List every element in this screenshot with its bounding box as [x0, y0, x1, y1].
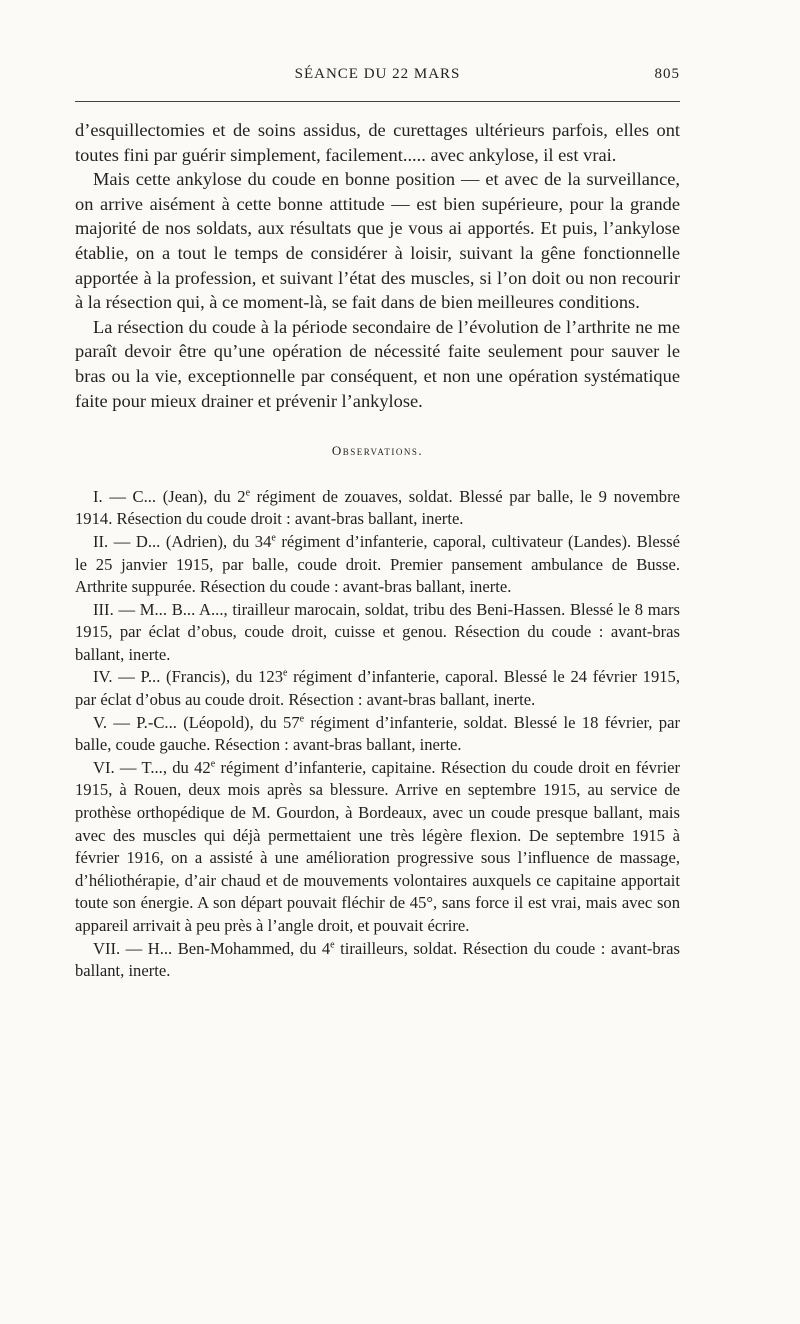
observation-item: VII. — H... Ben-Mohammed, du 4e tirailleurs, soldat. Résection du coude : avant-bras ballant, inerte. — [75, 938, 680, 981]
paragraph-1: d’esquillectomies et de soins assidus, de curettages ultérieurs parfois, elles ont toutes fini par guérir simplement, facilement..... avec ankylose, il est vrai. — [75, 120, 680, 165]
observations-list — [75, 486, 680, 983]
observation-item: II. — D... (Adrien), du 34e régiment d’infanterie, caporal, cultivateur (Landes). Blessé le 25 janvier 1915, par balle, coude droit. Premier pansement ambulance de Busse. Arthrite suppurée. Résection du coude : avant-bras ballant, inerte. — [75, 531, 680, 597]
running-head — [75, 66, 680, 88]
header-rule — [75, 101, 680, 102]
observation-item: V. — P.-C... (Léopold), du 57e régiment d’infanterie, soldat. Blessé le 18 février, par balle, coude gauche. Résection : avant-bras ballant, inerte. — [75, 712, 680, 755]
observation-item: IV. — P... (Francis), du 123e régiment d’infanterie, caporal. Blessé le 24 février 1915, par éclat d’obus au coude droit. Résection : avant-bras ballant, inerte. — [75, 667, 681, 710]
observation-item: VI. — T..., du 42e régiment d’infanterie, capitaine. Résection du coude droit en février 1915, à Rouen, deux mois après sa blessure. Arrive en septembre 1915, au service de prothèse orthopédique de M. Gourdon, à Bordeaux, avec un coude presque ballant, mais avec des muscles qui déjà permettaient une très légère flexion. De septembre 1915 à février 1916, on a assisté à une amélioration progressive sous l’influence de massage, d’héliothérapie, d’air chaud et de mouvements volontaires auxquels ce capitaine apportait toute son énergie. A son départ pouvait fléchir de 45°, sans force il est vrai, mais avec son appareil arrivait à peu près à l’angle droit, et pouvait écrire. — [75, 757, 680, 935]
observation-item: I. — C... (Jean), du 2e régiment de zouaves, soldat. Blessé par balle, le 9 novembre 1914. Résection du coude droit : avant-bras ballant, inerte. — [75, 486, 680, 529]
page-number: 805 — [654, 66, 680, 82]
paragraph-3: La résection du coude à la période secondaire de l’évolution de l’arthrite ne me paraît devoir être qu’une opération de nécessité faite seulement pour sauver le bras ou la vie, exceptionnelle par conséquent, et non une opération systématique faite pour mieux drainer et prévenir l’ankylose. — [75, 316, 680, 411]
observations-heading: Observations. — [331, 443, 424, 459]
observation-item: III. — M... B... A..., tirailleur marocain, soldat, tribu des Beni-Hassen. Blessé le 8 mars 1915, par éclat d’obus, coude droit, cuisse et genou. Résection du coude : avant-bras ballant, inerte. — [75, 599, 680, 664]
page-body — [75, 118, 680, 983]
running-title: SÉANCE DU 22 MARS — [294, 66, 461, 82]
paragraph-2: Mais cette ankylose du coude en bonne position — et avec de la surveillance, on arrive aisément à cette bonne attitude — est bien supérieure, pour la grande majorité de nos soldats, aux résultats que je vous ai apportés. Et puis, l’ankylose établie, on a tout le temps de considérer à loisir, suivant la gêne fonctionnelle apportée à la profession, et suivant l’état des muscles, si l’on doit ou non recourir à la résection qui, à ce moment-là, se fait dans de bien meilleures conditions. — [75, 169, 680, 313]
